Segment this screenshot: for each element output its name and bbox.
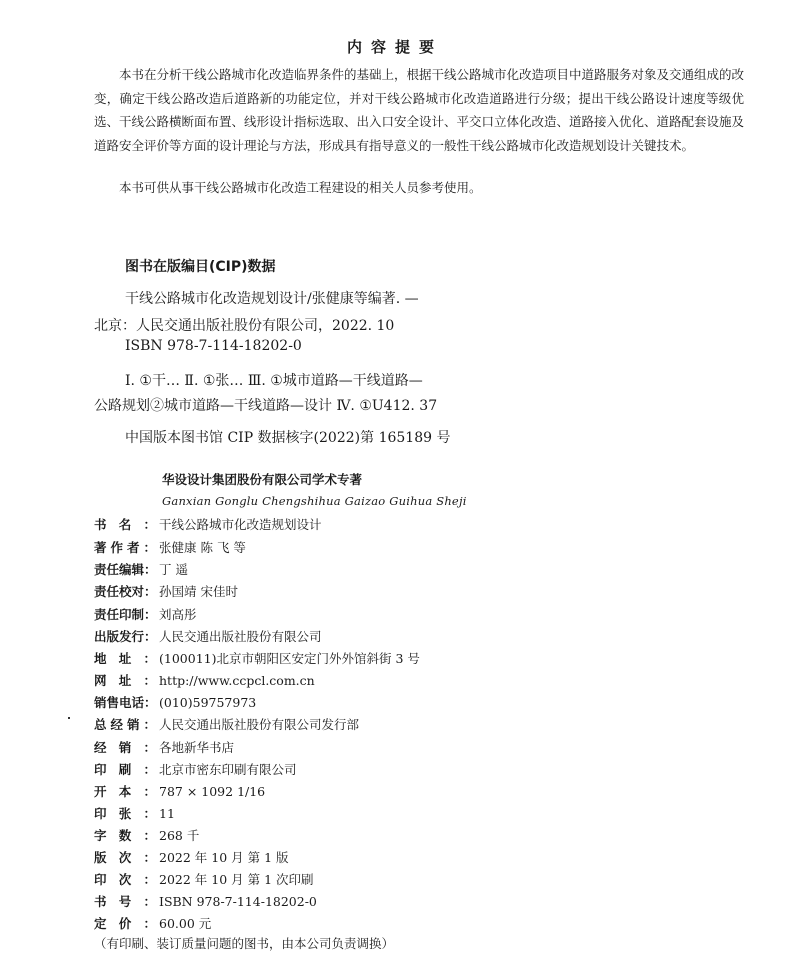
info-value: (010)59757973 [159, 694, 257, 710]
info-label: 经销： [94, 740, 156, 755]
info-value: 60.00 元 [159, 916, 212, 931]
info-label: 著作者： [94, 540, 156, 555]
info-value: 北京市密东印刷有限公司 [159, 762, 297, 777]
info-row-retailer [94, 737, 234, 757]
info-label: 印张： [94, 806, 156, 821]
info-value: 各地新华书店 [159, 740, 235, 755]
info-row-format [94, 781, 265, 801]
info-value: 2022 年 10 月 第 1 次印刷 [159, 872, 314, 887]
summary-paragraph-1: 本书在分析干线公路城市化改造临界条件的基础上，根据干线公路城市化改造项目中道路服务对象及交通组成的改变，确定干线公路改造后道路新的功能定位，并对干线公路城市化改造道路进行分级；提出干线公路设计速度等级优选、干线公路横断面布置、线形设计指标选取、出入口安全设计、平交口立体化改造、道路接入优化、道路配套设施及道路安全评价等方面的设计理论与方法，形成具有指导意义的一般性干线公路城市化改造规划设计关键技术。 [94, 67, 745, 153]
info-value: 孙国靖 宋佳时 [159, 584, 238, 599]
info-row-distributor [94, 714, 359, 734]
cip-publisher-line: 北京：人民交通出版社股份有限公司，2022. 10 [94, 318, 395, 334]
info-label: 总经销： [94, 717, 156, 732]
info-row-publisher [94, 626, 322, 646]
info-label: 印次： [94, 872, 156, 887]
info-value: 268 千 [159, 828, 200, 843]
info-row-authors [94, 537, 246, 557]
summary-paragraph-2: 本书可供从事干线公路城市化改造工程建设的相关人员参考使用。 [119, 180, 482, 195]
cip-subject-line-2: 公路规划②城市道路—干线道路—设计 Ⅳ. ①U412. 37 [94, 398, 438, 414]
info-value: 2022 年 10 月 第 1 版 [159, 850, 289, 865]
info-row-print-supervisor [94, 604, 197, 624]
info-value: (100011)北京市朝阳区安定门外外馆斜街 3 号 [159, 651, 420, 666]
series-title: 华设设计集团股份有限公司学术专著 [162, 472, 363, 487]
info-value: ISBN 978-7-114-18202-0 [159, 893, 317, 909]
info-label: 地址： [94, 651, 156, 666]
info-label: 责任编辑： [94, 562, 157, 577]
info-row-sales-phone [94, 692, 256, 712]
cip-isbn-line: ISBN 978-7-114-18202-0 [125, 338, 302, 354]
info-value: 人民交通出版社股份有限公司 [159, 629, 322, 644]
info-value: http://www.ccpcl.com.cn [159, 672, 315, 688]
info-row-website [94, 670, 315, 690]
info-label: 出版发行： [94, 629, 157, 644]
info-value: 11 [159, 805, 175, 821]
summary-title: 内容提要 [346, 38, 443, 56]
info-row-proofreader [94, 581, 238, 601]
info-value: 张健康 陈 飞 等 [159, 540, 246, 555]
info-value: 干线公路城市化改造规划设计 [159, 517, 322, 532]
pinyin-title: Ganxian Gonglu Chengshihua Gaizao Guihua Sheji [162, 494, 467, 508]
info-label: 定价： [94, 916, 156, 931]
info-label: 印刷： [94, 762, 156, 777]
info-row-edition [94, 847, 289, 867]
info-row-editor [94, 559, 188, 579]
info-label: 开本： [94, 784, 156, 799]
info-value: 人民交通出版社股份有限公司发行部 [159, 717, 360, 732]
cip-subject-line-1: Ⅰ. ①干… Ⅱ. ①张… Ⅲ. ①城市道路—干线道路— [125, 373, 423, 389]
info-row-book-title [94, 514, 322, 534]
quality-notice: （有印刷、装订质量问题的图书，由本公司负责调换） [94, 936, 395, 951]
info-label: 版次： [94, 850, 156, 865]
info-row-sheets [94, 803, 175, 823]
info-label: 责任校对： [94, 584, 157, 599]
cip-title-line: 干线公路城市化改造规划设计/张健康等编著. — [125, 291, 419, 307]
cip-heading: 图书在版编目(CIP)数据 [125, 259, 276, 275]
info-row-printer [94, 759, 297, 779]
info-row-word-count [94, 825, 199, 845]
info-label: 责任印制： [94, 607, 157, 622]
info-value: 丁 遥 [159, 562, 188, 577]
info-label: 书名： [94, 517, 156, 532]
cip-record-number: 中国版本图书馆 CIP 数据核字(2022)第 165189 号 [125, 430, 451, 446]
info-label: 销售电话： [94, 695, 157, 710]
info-row-isbn [94, 891, 317, 911]
info-value: 787 × 1092 1/16 [159, 783, 266, 799]
info-label: 字数： [94, 828, 156, 843]
print-speck [68, 717, 70, 719]
info-row-impression [94, 869, 314, 889]
info-value: 刘高彤 [159, 607, 197, 622]
info-row-address [94, 648, 420, 668]
info-label: 书号： [94, 894, 156, 909]
info-label: 网址： [94, 673, 156, 688]
info-row-price [94, 913, 211, 933]
